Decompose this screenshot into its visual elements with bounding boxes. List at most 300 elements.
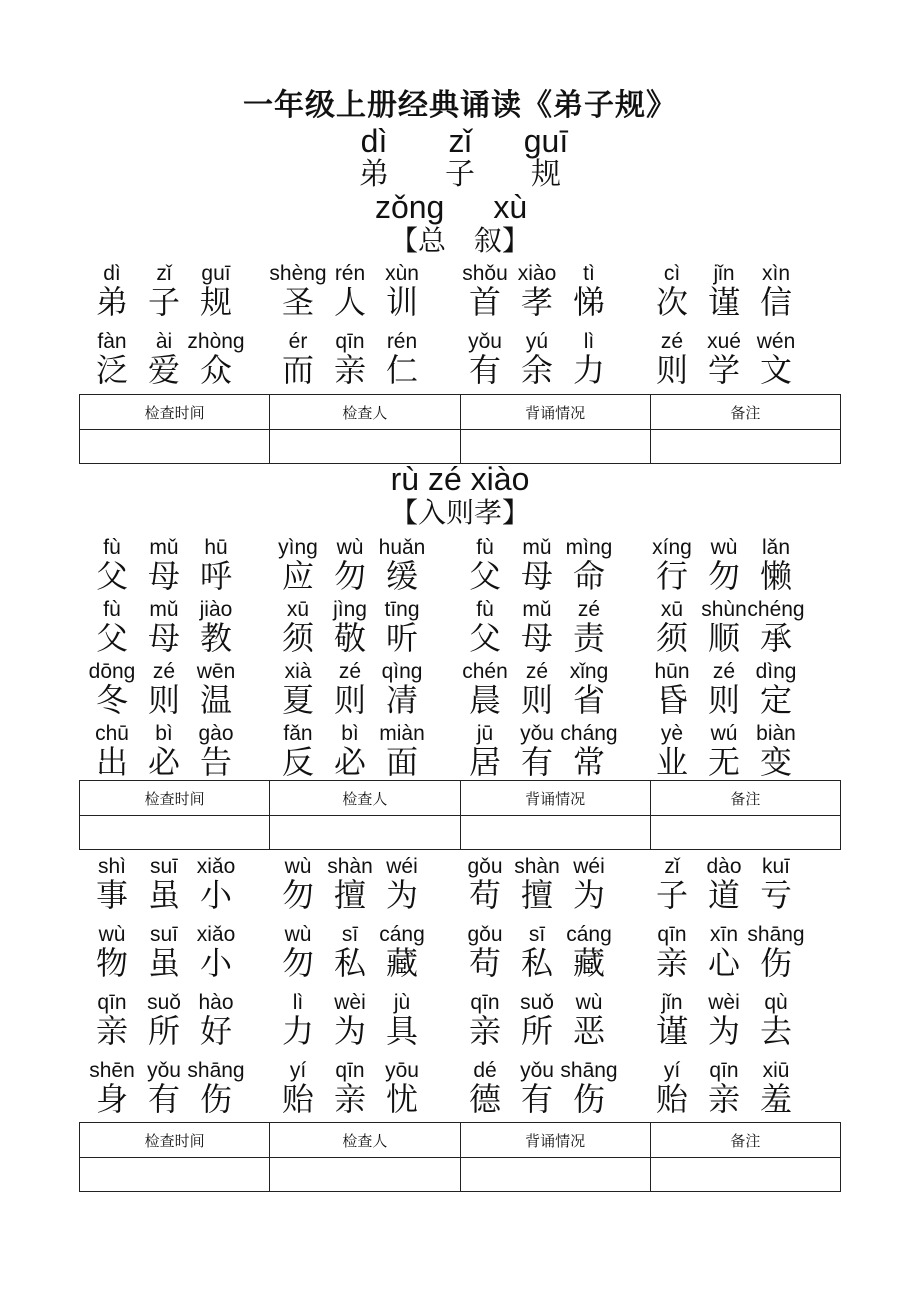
hanzi: 众 [199,351,232,389]
pinyin: fǎn [283,722,313,745]
pinyin: zé [712,660,736,683]
pinyin: tīng [384,598,420,621]
pinyin: hào [198,991,234,1014]
pinyin: xìn [761,262,790,285]
pinyin: suǒ [520,991,554,1014]
hanzi: 亏 [759,876,792,914]
section-heading-ruzexiao [0,462,920,530]
verse-phrase [646,660,826,728]
pinyin: gào [198,722,234,745]
hanzi: 谨 [655,1012,688,1050]
character-cell [750,1059,802,1127]
pinyin: sī [341,923,359,946]
hanzi: 母 [147,619,180,657]
hanzi: 爱 [147,351,180,389]
hanzi: 责 [572,619,605,657]
hanzi: 伤 [199,1080,232,1118]
pinyin: xū [286,598,310,621]
pinyin: shāng [560,1059,618,1082]
recitation-cell[interactable] [460,816,650,850]
pinyin: wù [284,855,312,878]
verse-phrase [459,330,639,398]
hanzi: 文 [759,351,792,389]
pinyin: qīn [470,991,500,1014]
hanzi: 余 [520,351,553,389]
verse-phrase [272,991,452,1059]
hanzi: 晨 [468,681,501,719]
hanzi: 训 [385,283,418,321]
section-heading-hanzi: 【总 叙】 [389,224,530,257]
check-time-cell[interactable] [80,1158,270,1192]
hanzi: 事 [95,876,128,914]
pinyin: zé [577,598,601,621]
hanzi: 圣 [281,283,314,321]
pinyin: qīn [709,1059,739,1082]
pinyin: dào [706,855,742,878]
pinyin: xū [660,598,684,621]
pinyin: wú [710,722,738,745]
pinyin: dōng [88,660,136,683]
pinyin: wén [756,330,796,353]
hanzi: 须 [281,619,314,657]
hanzi: 人 [333,283,366,321]
hanzi: 为 [572,876,605,914]
character-cell [750,330,802,398]
character-cell [563,660,615,728]
character-cell [376,330,428,398]
pinyin: yǒu [147,1059,181,1082]
pinyin: jū [476,722,494,745]
hanzi: 孝 [520,283,553,321]
hanzi: 恶 [572,1012,605,1050]
pinyin: huǎn [378,536,426,559]
pinyin: chén [462,660,508,683]
verse-phrase [272,1059,452,1127]
hanzi: 母 [520,557,553,595]
pinyin: xiǎo [196,855,236,878]
hanzi: 力 [281,1012,314,1050]
verse-line [86,1059,846,1127]
pinyin: xià [284,660,312,683]
hanzi: 冬 [95,681,128,719]
pinyin: xíng [652,536,692,559]
character-cell [376,991,428,1059]
hanzi: 有 [520,1080,553,1118]
verse-line [86,991,846,1059]
pinyin: shì [97,855,126,878]
pinyin: ài [155,330,173,353]
character-cell [376,923,428,991]
hanzi: 小 [199,876,232,914]
hanzi: 行 [655,557,688,595]
pinyin: zhòng [187,330,245,353]
pinyin: dì [360,123,388,159]
hanzi: 规 [531,157,561,192]
verse-phrase [459,598,639,666]
hanzi: 勿 [281,944,314,982]
hanzi: 子 [655,876,688,914]
hanzi: 父 [95,619,128,657]
hanzi: 伤 [572,1080,605,1118]
pinyin: suǒ [147,991,181,1014]
character-cell [750,262,802,330]
pinyin: wù [284,923,312,946]
pinyin: jǐn [713,262,735,285]
hanzi: 则 [520,681,553,719]
section-heading-pinyin [0,462,920,496]
pinyin: yǒu [468,330,502,353]
pinyin: yìng [278,536,318,559]
pinyin: rén [334,262,366,285]
recitation-cell[interactable] [460,1158,650,1192]
verse-line [86,855,846,923]
hanzi: 贻 [281,1080,314,1118]
pinyin: shùn [701,598,747,621]
hanzi: 擅 [520,876,553,914]
pinyin: rén [386,330,418,353]
character-cell [750,855,802,923]
hanzi: 则 [333,681,366,719]
pinyin: zé [152,660,176,683]
verse-phrase [459,855,639,923]
hanzi: 为 [333,1012,366,1050]
hanzi: 母 [520,619,553,657]
verse-phrase [459,536,639,604]
hanzi: 应 [281,557,314,595]
check-time-cell[interactable] [80,430,270,464]
character-cell [190,598,242,666]
verse-line [86,923,846,991]
verse-phrase [646,923,826,991]
section-heading-zongxu [0,190,920,258]
hanzi: 定 [759,681,792,719]
pinyin: miàn [379,722,425,745]
check-time-cell[interactable] [80,816,270,850]
verse-phrase [272,660,452,728]
pinyin: qīn [97,991,127,1014]
verse-phrase [272,536,452,604]
character-cell [563,855,615,923]
pinyin: fù [476,598,494,621]
pinyin: qìng [381,660,423,683]
character-cell [563,536,615,604]
pinyin: xiū [762,1059,790,1082]
header-checker: 检查人 [270,781,460,816]
page-title: 一年级上册经典诵读《弟子规》 [243,88,677,123]
pinyin: zǐ [156,262,172,285]
hanzi: 亲 [95,1012,128,1050]
character-cell [376,660,428,728]
verse-phrase [86,598,266,666]
hanzi: 伤 [759,944,792,982]
book-title [0,124,920,192]
hanzi: 贻 [655,1080,688,1118]
pinyin: lì [292,991,304,1014]
verse-phrase [459,262,639,330]
hanzi: 须 [655,619,688,657]
pinyin: qīn [657,923,687,946]
character-cell [376,855,428,923]
verse-phrase [86,262,266,330]
hanzi: 而 [281,351,314,389]
pinyin: chū [95,722,129,745]
pinyin: dé [473,1059,497,1082]
header-checker: 检查人 [270,1123,460,1158]
recitation-cell[interactable] [460,430,650,464]
pinyin: qù [764,991,788,1014]
hanzi: 信 [759,283,792,321]
hanzi: 小 [199,944,232,982]
hanzi: 夏 [281,681,314,719]
pinyin: dìng [755,660,797,683]
pinyin: gǒu [467,855,503,878]
hanzi: 顺 [707,619,740,657]
pinyin: qīn [335,330,365,353]
character-cell [190,660,242,728]
hanzi: 悌 [572,283,605,321]
hanzi: 出 [95,743,128,781]
pinyin: suī [149,923,178,946]
pinyin: hū [204,536,228,559]
hanzi: 羞 [759,1080,792,1118]
pinyin: mǔ [522,536,552,559]
remarks-cell[interactable] [650,1158,840,1192]
header-check-time: 检查时间 [80,1123,270,1158]
pinyin: shāng [747,923,805,946]
character-cell [190,923,242,991]
pinyin: yōu [385,1059,419,1082]
verse-phrase [646,536,826,604]
pinyin: xiào [517,262,557,285]
character-cell [187,330,245,398]
header-remarks: 备注 [650,395,840,430]
pinyin: jǐn [661,991,683,1014]
pinyin: gǒu [467,923,503,946]
verse-phrase [86,923,266,991]
hanzi: 亲 [655,944,688,982]
hanzi: 心 [707,944,740,982]
pinyin: fù [476,536,494,559]
pinyin: jìng [333,598,367,621]
hanzi: 告 [199,743,232,781]
verse-phrase [646,330,826,398]
verse-phrase [459,991,639,1059]
pinyin: wéi [573,855,605,878]
pinyin: mǔ [149,598,179,621]
pinyin: wēn [196,660,236,683]
pinyin: cáng [566,923,612,946]
hanzi: 苟 [468,944,501,982]
pinyin: suī [149,855,178,878]
hanzi: 亲 [333,1080,366,1118]
pinyin: wéi [386,855,418,878]
pinyin: rù [390,461,420,497]
pinyin: mǔ [149,536,179,559]
pinyin: zé [525,660,549,683]
pinyin: fàn [97,330,127,353]
hanzi: 反 [281,743,314,781]
pinyin: xiǎo [196,923,236,946]
hanzi: 母 [147,557,180,595]
header-check-time: 检查时间 [80,395,270,430]
pinyin: yú [525,330,549,353]
verse-phrase [86,330,266,398]
header-recitation: 背诵情况 [460,1123,650,1158]
header-remarks: 备注 [650,1123,840,1158]
pinyin: jiào [199,598,233,621]
hanzi: 省 [572,681,605,719]
verse-phrase [86,991,266,1059]
pinyin: guī [201,262,231,285]
hanzi: 承 [759,619,792,657]
pinyin: shǒu [462,262,508,285]
pinyin: wù [98,923,126,946]
verse-phrase [86,1059,266,1127]
pinyin: cháng [560,722,618,745]
checker-cell[interactable] [270,816,460,850]
character-cell [563,598,615,666]
hanzi: 弟 [95,283,128,321]
verse-phrase [646,855,826,923]
hanzi: 有 [468,351,501,389]
verse-line [86,330,846,398]
verse-phrase [646,262,826,330]
pinyin: wù [710,536,738,559]
character-cell [190,262,242,330]
verse-line [86,536,846,604]
hanzi: 亲 [333,351,366,389]
hanzi: 道 [707,876,740,914]
pinyin: shàn [327,855,373,878]
hanzi: 所 [147,1012,180,1050]
pinyin: xīn [709,923,738,946]
remarks-cell[interactable] [650,430,840,464]
pinyin: xù [493,189,528,225]
hanzi: 父 [95,557,128,595]
hanzi: 藏 [572,944,605,982]
character-cell [376,1059,428,1127]
hanzi: 弟 [359,157,389,192]
pinyin: zǐ [664,855,680,878]
pinyin: shāng [187,1059,245,1082]
hanzi: 勿 [333,557,366,595]
verse-phrase [459,923,639,991]
pinyin: shēn [89,1059,135,1082]
verse-phrase [86,536,266,604]
character-cell [563,923,615,991]
verse-phrase [86,660,266,728]
pinyin: yè [660,722,684,745]
character-cell [747,923,805,991]
hanzi: 子 [445,157,475,192]
checker-cell[interactable] [270,430,460,464]
hanzi: 具 [385,1012,418,1050]
pinyin: yí [289,1059,307,1082]
check-table [79,394,841,464]
hanzi: 去 [759,1012,792,1050]
pinyin: kuī [761,855,790,878]
pinyin: fù [103,598,121,621]
character-cell [563,262,615,330]
hanzi: 亲 [707,1080,740,1118]
hanzi: 勿 [707,557,740,595]
pinyin: shèng [269,262,327,285]
character-cell [750,660,802,728]
pinyin: tì [583,262,595,285]
header-checker: 检查人 [270,395,460,430]
pinyin: lǎn [761,536,791,559]
verse-phrase [459,660,639,728]
pinyin: xùn [385,262,419,285]
verse-line [86,660,846,728]
character-cell [376,598,428,666]
pinyin: chéng [747,598,805,621]
hanzi: 虽 [147,944,180,982]
pinyin: zǐ [448,123,472,159]
hanzi: 擅 [333,876,366,914]
character-cell [187,1059,245,1127]
pinyin: cì [663,262,681,285]
hanzi: 无 [707,743,740,781]
hanzi: 仁 [385,351,418,389]
pinyin: fù [103,536,121,559]
pinyin: xiào [470,461,530,497]
pinyin: biàn [756,722,796,745]
pinyin: yǒu [520,1059,554,1082]
character-cell [750,991,802,1059]
pinyin: cáng [379,923,425,946]
hanzi: 则 [147,681,180,719]
verse-phrase [272,330,452,398]
hanzi: 泛 [95,351,128,389]
character-cell [560,1059,618,1127]
character-cell [750,536,802,604]
hanzi: 缓 [385,557,418,595]
remarks-cell[interactable] [650,816,840,850]
hanzi: 面 [385,743,418,781]
hanzi: 凊 [385,681,418,719]
hanzi: 私 [520,944,553,982]
hanzi: 昏 [655,681,688,719]
pinyin: ér [288,330,308,353]
hanzi: 必 [333,743,366,781]
pinyin: hūn [654,660,690,683]
verse-phrase [86,855,266,923]
hanzi: 德 [468,1080,501,1118]
verse-line [86,262,846,330]
hanzi: 苟 [468,876,501,914]
pinyin: wù [336,536,364,559]
pinyin: bì [155,722,173,745]
pinyin: yí [663,1059,681,1082]
pinyin: zé [338,660,362,683]
hanzi: 有 [520,743,553,781]
hanzi: 忧 [385,1080,418,1118]
hanzi: 规 [199,283,232,321]
hanzi: 身 [95,1080,128,1118]
character-cell [376,262,428,330]
hanzi: 则 [655,351,688,389]
pinyin: wèi [334,991,366,1014]
verse-phrase [272,598,452,666]
character-cell [190,855,242,923]
check-table [79,1122,841,1192]
pinyin: mìng [565,536,613,559]
checker-cell[interactable] [270,1158,460,1192]
pinyin: dì [103,262,121,285]
hanzi: 则 [707,681,740,719]
book-title-hanzi [0,158,920,192]
